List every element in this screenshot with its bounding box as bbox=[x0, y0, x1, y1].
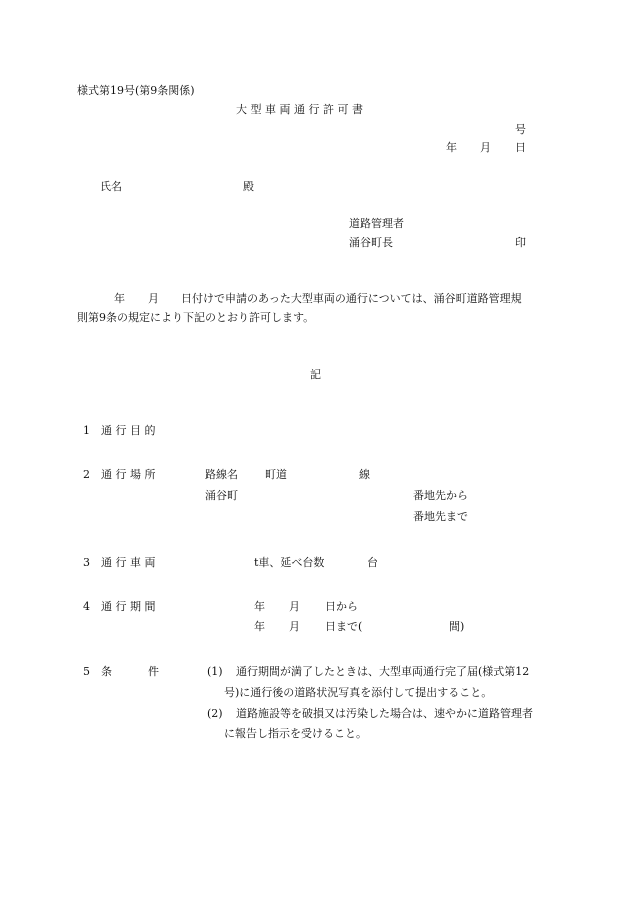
route-line-suffix: 線 bbox=[359, 468, 370, 481]
date-month-label: 月 bbox=[480, 141, 491, 154]
vehicle-weight-count: t車、延べ台数 bbox=[254, 556, 325, 569]
condition-1-line-2: 号)に通行後の道路状況写真を添付して提出すること。 bbox=[224, 686, 493, 699]
recipient-honorific: 殿 bbox=[243, 180, 254, 193]
body-date-month: 月 bbox=[148, 292, 159, 305]
item-5-label-b: 件 bbox=[148, 665, 159, 678]
place-from: 番地先から bbox=[413, 489, 468, 502]
recipient-name-label: 氏名 bbox=[100, 180, 122, 193]
issuer-seal-label: 印 bbox=[515, 236, 526, 249]
place-town: 涌谷町 bbox=[205, 489, 238, 502]
condition-1-line-1: 通行期間が満了したときは、大型車両通行完了届(様式第12 bbox=[236, 665, 530, 678]
period-days: 間) bbox=[449, 620, 465, 633]
item-4-label: 通 行 期 間 bbox=[101, 600, 156, 613]
form-number-label: 様式第19号(第9条関係) bbox=[77, 84, 195, 97]
vehicle-count-unit: 台 bbox=[367, 556, 378, 569]
period-from-month: 月 bbox=[289, 600, 300, 613]
item-3-number: 3 bbox=[83, 556, 90, 569]
ki-heading: 記 bbox=[310, 368, 321, 381]
issuer-name: 涌谷町長 bbox=[349, 236, 393, 249]
condition-1-number: (1) bbox=[207, 665, 223, 678]
date-year-label: 年 bbox=[446, 141, 457, 154]
condition-2-number: (2) bbox=[207, 707, 223, 720]
route-type: 町道 bbox=[265, 468, 287, 481]
period-from-year: 年 bbox=[254, 600, 265, 613]
item-3-label: 通 行 車 両 bbox=[101, 556, 156, 569]
condition-2-line-2: に報告し指示を受けること。 bbox=[224, 727, 367, 740]
document-title: 大 型 車 両 通 行 許 可 書 bbox=[236, 103, 363, 116]
route-name-label: 路線名 bbox=[205, 468, 238, 481]
item-2-label: 通 行 場 所 bbox=[101, 468, 156, 481]
item-2-number: 2 bbox=[83, 468, 90, 481]
item-5-number: 5 bbox=[83, 665, 90, 678]
body-text-line-1: 日付けで申請のあった大型車両の通行については、涌谷町道路管理規 bbox=[181, 292, 522, 305]
item-1-number: 1 bbox=[83, 424, 90, 437]
period-from-day: 日から bbox=[325, 600, 358, 613]
body-date-year: 年 bbox=[114, 292, 125, 305]
place-to: 番地先まで bbox=[413, 510, 468, 523]
period-to-day: 日まで( bbox=[325, 620, 363, 633]
date-day-label: 日 bbox=[515, 141, 526, 154]
document-number-label: 号 bbox=[515, 123, 526, 136]
item-4-number: 4 bbox=[83, 600, 90, 613]
item-1-label: 通 行 目 的 bbox=[101, 424, 156, 437]
period-to-month: 月 bbox=[289, 620, 300, 633]
issuer-role: 道路管理者 bbox=[349, 217, 404, 230]
body-text-line-2: 則第9条の規定により下記のとおり許可します。 bbox=[77, 311, 315, 324]
condition-2-line-1: 道路施設等を破損又は汚染した場合は、速やかに道路管理者 bbox=[236, 707, 533, 720]
period-to-year: 年 bbox=[254, 620, 265, 633]
item-5-label-a: 条 bbox=[101, 665, 112, 678]
